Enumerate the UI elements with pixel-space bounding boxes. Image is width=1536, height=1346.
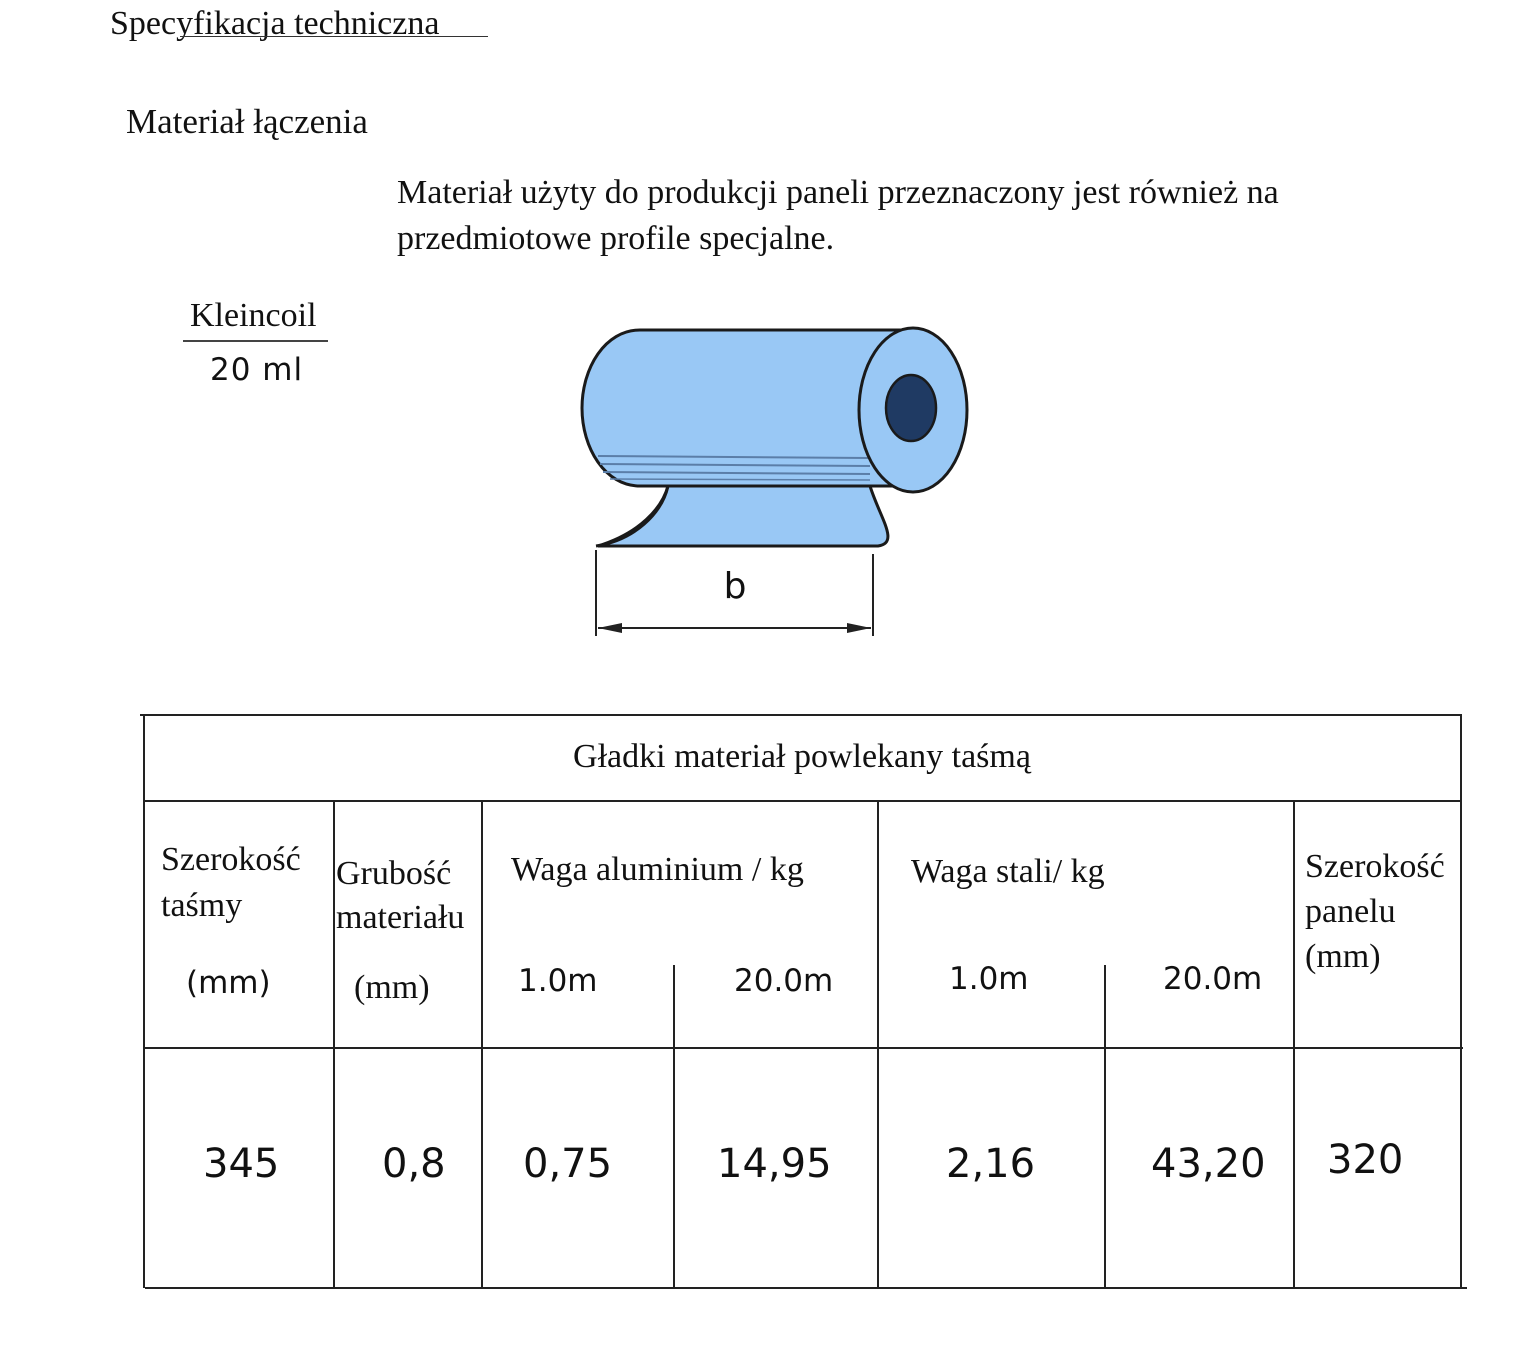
cell-thickness: 0,8 bbox=[382, 1141, 446, 1187]
description-paragraph: Materiał użyty do produkcji paneli przeznaczony jest również na przedmiotowe profile specjalne. bbox=[397, 174, 1279, 257]
header-strip-width-line1: Szerokość bbox=[161, 841, 301, 878]
cell-alu-20m: 14,95 bbox=[717, 1141, 832, 1187]
header-strip-width-line2: taśmy bbox=[161, 887, 243, 924]
header-thickness-line1: Grubość bbox=[336, 855, 452, 892]
coil-name: Kleincoil bbox=[190, 297, 317, 334]
header-thickness-line2: materiału bbox=[336, 899, 465, 936]
coil-core bbox=[886, 375, 936, 441]
header-alu-20m: 20.0m bbox=[734, 963, 834, 999]
header-steel-1m: 1.0m bbox=[949, 961, 1029, 997]
header-alu-1m: 1.0m bbox=[518, 963, 598, 999]
cell-strip-width: 345 bbox=[203, 1141, 280, 1187]
header-thickness-unit: (mm) bbox=[354, 969, 430, 1006]
cell-panel-width: 320 bbox=[1327, 1137, 1404, 1183]
cell-steel-20m: 43,20 bbox=[1151, 1141, 1266, 1187]
coil-name-underline bbox=[183, 340, 328, 342]
header-strip-width-unit: (mm) bbox=[186, 965, 271, 1001]
cell-steel-1m: 2,16 bbox=[946, 1141, 1036, 1187]
title-underline bbox=[180, 36, 488, 37]
header-panel-width-line1: Szerokość bbox=[1305, 848, 1445, 885]
cell-alu-1m: 0,75 bbox=[523, 1141, 613, 1187]
header-panel-width-line2: panelu bbox=[1305, 893, 1396, 930]
coil-sheet bbox=[598, 486, 888, 546]
header-steel-weight: Waga stali/ kg bbox=[911, 853, 1105, 890]
section-heading: Materiał łączenia bbox=[126, 102, 368, 141]
header-panel-width-unit: (mm) bbox=[1305, 938, 1381, 975]
coil-quantity: 20 ml bbox=[210, 352, 304, 388]
coil-body bbox=[582, 330, 905, 486]
table-caption: Gładki materiał powlekany taśmą bbox=[573, 738, 1031, 775]
header-aluminium-weight: Waga aluminium / kg bbox=[511, 851, 804, 888]
document-title: Specyfikacja techniczna bbox=[110, 5, 440, 42]
dimension-label: b bbox=[723, 566, 747, 607]
coil-illustration bbox=[570, 318, 990, 648]
header-steel-20m: 20.0m bbox=[1163, 961, 1263, 997]
